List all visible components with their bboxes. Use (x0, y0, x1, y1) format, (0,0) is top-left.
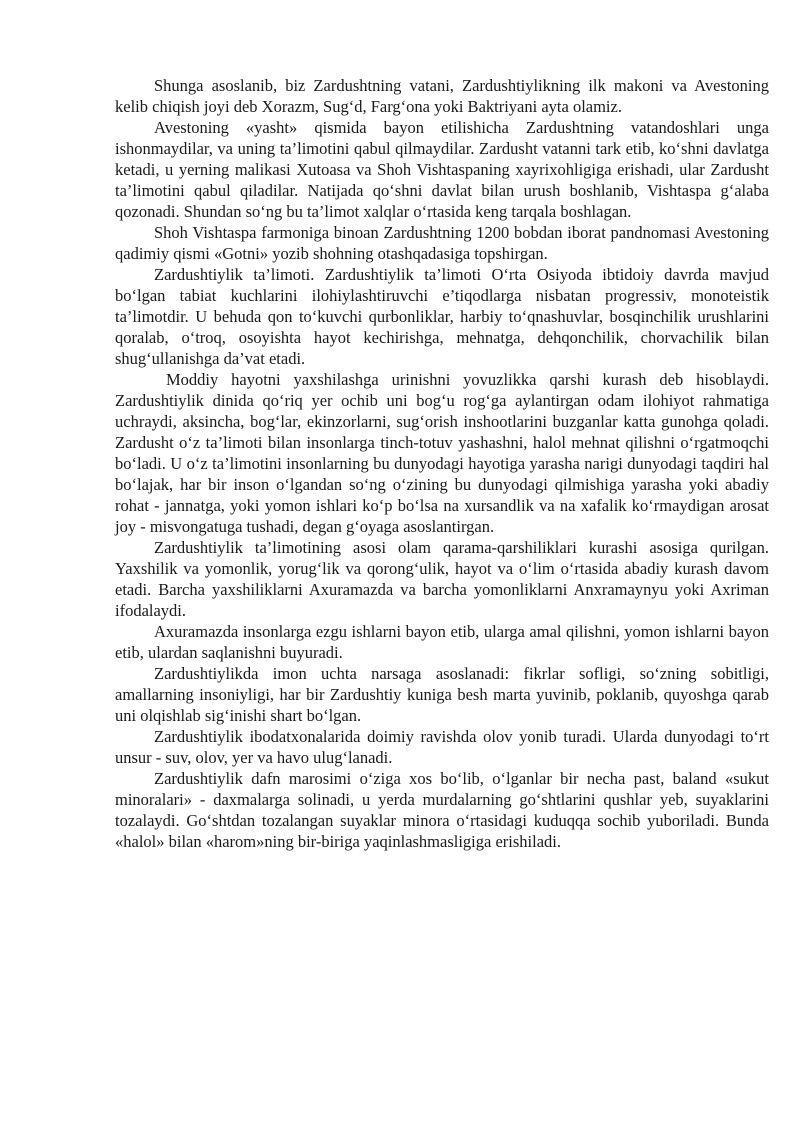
document-page (115, 75, 769, 852)
paragraph: Shunga asoslanib, biz Zardushtning vatani, Zardushtiylikning ilk makoni va Avestoning kelib chiqish joyi deb Xorazm, Sug‘d, Farg‘ona yoki Baktriyani ayta olamiz. (115, 76, 769, 116)
paragraph: Shoh Vishtaspa farmoniga binoan Zardushtning 1200 bobdan iborat pandnomasi Avestoning qadimiy qismi «Gotni» yozib shohning otashqadasiga topshirgan. (115, 223, 769, 263)
paragraph: Zardushtiylik dafn marosimi o‘ziga xos bo‘lib, o‘lganlar bir necha past, baland «sukut minoralari» - daxmalarga solinadi, u yerda murdalarning go‘shtlarini qushlar yeb, suyaklarini tozalaydi. Go‘shtdan tozalangan suyaklar minora o‘rtasidagi kuduqqa sochib yuboriladi. Bunda «halol» bilan «harom»ning bir-biriga yaqinlashmasligiga erishiladi. (115, 769, 769, 851)
paragraph: Zardushtiylik ta’limotining asosi olam qarama-qarshiliklari kurashi asosiga qurilgan. Yaxshilik va yomonlik, yorug‘lik va qorong‘ulik, hayot va o‘lim o‘rtasida abadiy kurash davom etadi. Barcha yaxshiliklarni Axuramazda va barcha yomonliklarni Anxramaynyu yoki Axriman ifodalaydi. (115, 538, 769, 620)
paragraph: Avestoning «yasht» qismida bayon etilishicha Zardushtning vatandoshlari unga ishonmaydilar, va uning ta’limotini qabul qilmaydilar. Zardusht vatanni tark etib, ko‘shni davlatga ketadi, u yerning malikasi Xutoasa va Shoh Vishtaspaning xayrixohligiga erishadi, ular Zardusht ta’limotini qabul qiladilar. Natijada qo‘shni davlat bilan urush boshlanib, Vishtaspa g‘alaba qozonadi. Shundan so‘ng bu ta’limot xalqlar o‘rtasida keng tarqala boshlagan. (115, 118, 769, 221)
paragraph: Zardushtiylik ibodatxonalarida doimiy ravishda olov yonib turadi. Ularda dunyodagi to‘rt unsur - suv, olov, yer va havo ulug‘lanadi. (115, 727, 769, 767)
paragraph: Moddiy hayotni yaxshilashga urinishni yovuzlikka qarshi kurash deb hisoblaydi. Zardushtiylik dinida qo‘riq yer ochib uni bog‘u rog‘ga aylantirgan odam ilohiyot rahmatiga uchraydi, aksincha, bog‘lar, ekinzorlarni, sug‘orish inshootlarini buzganlar katta gunohga qoladi. Zardusht o‘z ta’limoti bilan insonlarga tinch-totuv yashashni, halol mehnat qilishni o‘rgatmoqchi bo‘ladi. U o‘z ta’limotini insonlarning bu dunyodagi hayotiga yarasha narigi dunyodagi taqdiri hal bo‘lajak, har bir inson o‘lgandan so‘ng o‘zining bu dunyodagi qilmishiga yarasha yoki abadiy rohat - jannatga, yoki yomon ishlari ko‘p bo‘lsa na xursandlik va na xafalik ko‘rmaydigan arosat joy - misvongatuga tushadi, degan g‘oyaga asoslantirgan. (115, 370, 769, 536)
paragraph: Zardushtiylikda imon uchta narsaga asoslanadi: fikrlar sofligi, so‘zning sobitligi, amallarning insoniyligi, har bir Zardushtiy kuniga besh marta yuvinib, poklanib, quyoshga qarab uni olqishlab sig‘inishi shart bo‘lgan. (115, 664, 769, 725)
paragraph: Zardushtiylik ta’limoti. Zardushtiylik ta’limoti O‘rta Osiyoda ibtidoiy davrda mavjud bo‘lgan tabiat kuchlarini ilohiylashtiruvchi e’tiqodlarga nisbatan progressiv, monoteistik ta’limotdir. U behuda qon to‘kuvchi qurbonliklar, harbiy to‘qnashuvlar, bosqinchilik urushlarini qoralab, o‘troq, osoyishta hayot kechirishga, mehnatga, dehqonchilik, chorvachilik bilan shug‘ullanishga da’vat etadi. (115, 265, 769, 368)
paragraph: Axuramazda insonlarga ezgu ishlarni bayon etib, ularga amal qilishni, yomon ishlarni bayon etib, ulardan saqlanishni buyuradi. (115, 622, 769, 662)
